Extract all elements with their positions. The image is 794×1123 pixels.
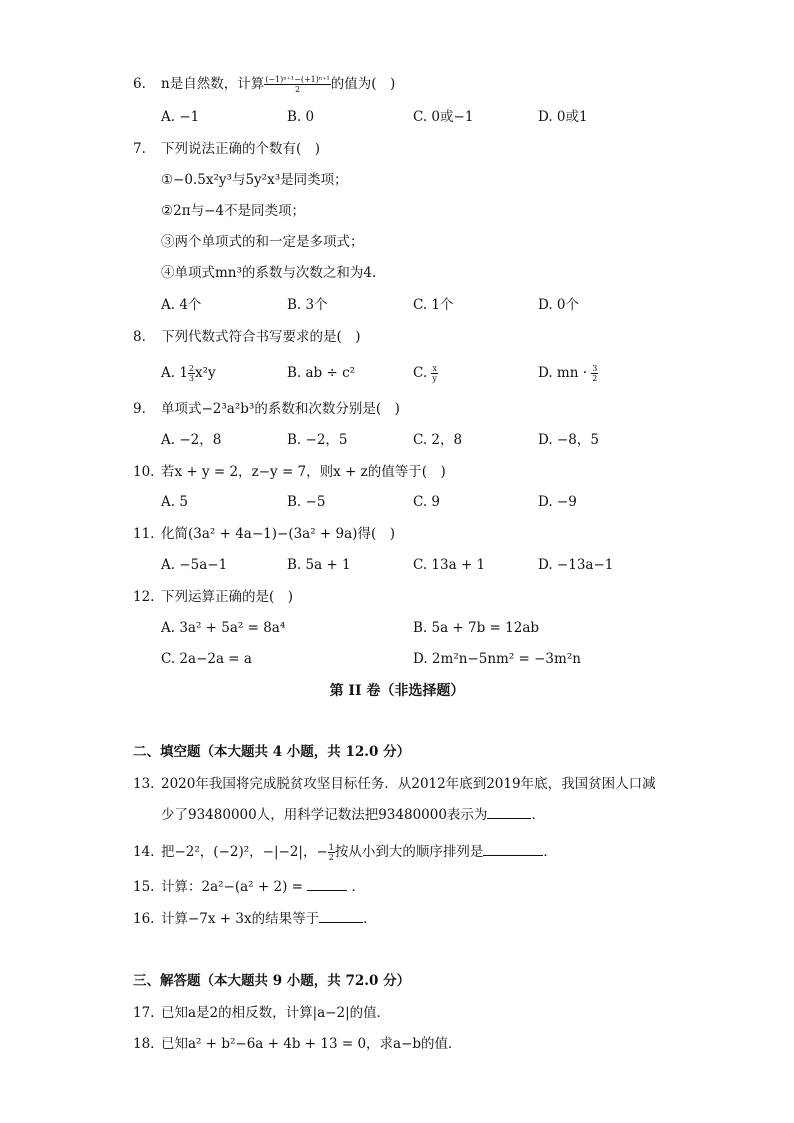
question-text: 化简(3a² + 4a−1)−(3a² + 9a)得( ) — [161, 526, 395, 542]
fraction-numerator: (−1)ⁿ⁺¹−(+1)ⁿ⁺¹ — [265, 75, 330, 84]
question-number: 8. — [133, 329, 146, 345]
option-a: A. 5 — [161, 494, 188, 510]
fraction — [188, 364, 195, 383]
question-text-pre: 少了93480000人，用科学记数法把93480000表示为 — [161, 807, 488, 823]
question-text-post: ． — [347, 879, 366, 895]
question-number: 7. — [133, 141, 146, 157]
section-heading — [0, 741, 794, 763]
question-text-pre: 计算−7x + 3x的结果等于 — [161, 911, 320, 927]
question-text: 下列运算正确的是( ) — [161, 589, 294, 605]
question-15 — [0, 876, 794, 898]
option-d: D. 0个 — [538, 297, 580, 313]
question-text — [161, 73, 395, 95]
question-text-post: 按从小到大的顺序排列是 — [334, 844, 484, 860]
part-title: 第 II 卷（非选择题） — [329, 683, 465, 699]
question-number: 18. — [133, 1036, 155, 1052]
question-12-options-row2 — [0, 648, 794, 670]
option-a — [161, 362, 216, 384]
question-14 — [0, 841, 794, 863]
answer-blank[interactable] — [483, 841, 543, 856]
question-text — [161, 804, 545, 826]
statement-item — [0, 200, 794, 222]
section-heading-text: 二、填空题（本大题共 4 小题，共 12.0 分） — [133, 744, 411, 760]
option-b: B. 0 — [287, 109, 315, 125]
section-heading-text: 三、解答题（本大题共 9 小题，共 72.0 分） — [133, 973, 411, 989]
fraction-numerator: x — [432, 364, 437, 373]
option-b: B. −5 — [287, 494, 326, 510]
question-7 — [0, 138, 794, 160]
fraction-numerator: 3 — [592, 364, 598, 373]
answer-blank[interactable] — [319, 908, 363, 923]
question-9-options — [0, 429, 794, 451]
option-a-prefix: A. 1 — [161, 365, 188, 381]
option-a: A. −5a−1 — [161, 557, 228, 573]
question-text: 2020年我国将完成脱贫攻坚目标任务．从2012年底到2019年底，我国贫困人口减 — [161, 776, 656, 792]
fraction — [591, 364, 598, 383]
question-11 — [0, 523, 794, 545]
question-text: 单项式−2³a²b³的系数和次数分别是( ) — [161, 401, 400, 417]
option-c: C. 13a + 1 — [413, 557, 486, 573]
option-a: A. −1 — [161, 109, 200, 125]
fraction — [264, 75, 331, 94]
question-number: 15. — [133, 879, 155, 895]
option-c: C. 0或−1 — [413, 109, 474, 125]
question-12-options-row1 — [0, 617, 794, 639]
option-a: A. 4个 — [161, 297, 202, 313]
question-11-options — [0, 554, 794, 576]
option-c: C. 9 — [413, 494, 441, 510]
option-c: C. 2a−2a = a — [161, 651, 252, 667]
option-d: D. 0或1 — [538, 109, 588, 125]
question-text — [161, 908, 377, 930]
question-17 — [0, 1002, 794, 1024]
fraction-denominator: y — [432, 374, 437, 383]
statement-text: ②2π与−4不是同类项； — [161, 203, 305, 219]
question-number: 16. — [133, 911, 155, 927]
question-16 — [0, 908, 794, 930]
statement-text: ③两个单项式的和一定是多项式； — [161, 234, 364, 250]
option-c: C. 2，8 — [413, 432, 463, 448]
question-text-post: ． — [531, 807, 545, 823]
question-number: 12. — [133, 589, 155, 605]
statement-item — [0, 169, 794, 191]
option-d: D. −8，5 — [538, 432, 599, 448]
option-c-prefix: C. — [413, 365, 432, 381]
option-a: A. 3a² + 5a² = 8a⁴ — [161, 620, 286, 636]
option-b: B. 5a + 7b = 12ab — [413, 620, 540, 636]
question-text: 下列代数式符合书写要求的是( ) — [161, 329, 361, 345]
question-number: 13. — [133, 776, 155, 792]
option-d: D. −9 — [538, 494, 577, 510]
question-text-pre: 计算：2a²−(a² + 2) = — [161, 879, 308, 895]
question-number: 11. — [133, 526, 155, 542]
question-number: 10. — [133, 464, 155, 480]
question-text — [161, 876, 365, 898]
question-10-options — [0, 491, 794, 513]
question-text-end: ． — [543, 844, 557, 860]
option-c — [413, 362, 438, 384]
option-d-prefix: D. mn · — [538, 365, 592, 381]
question-number: 9. — [133, 401, 146, 417]
question-text-pre: n是自然数，计算 — [161, 76, 265, 92]
fraction — [328, 843, 335, 862]
question-text: 已知a² + b²−6a + 4b + 13 = 0，求a−b的值． — [161, 1036, 462, 1052]
question-text: 若x + y = 2，z−y = 7，则x + z的值等于( ) — [161, 464, 446, 480]
question-13 — [0, 773, 794, 795]
option-b: B. ab ÷ c² — [287, 365, 356, 381]
statement-item — [0, 231, 794, 253]
statement-item — [0, 262, 794, 284]
fraction-denominator: 2 — [328, 853, 334, 862]
question-text-post: 的值为( ) — [330, 76, 396, 92]
answer-blank[interactable] — [307, 876, 347, 891]
question-number: 14. — [133, 844, 155, 860]
question-13-line2 — [0, 804, 794, 826]
option-c: C. 1个 — [413, 297, 454, 313]
question-text: 已知a是2的相反数，计算|a−2|的值． — [161, 1005, 391, 1021]
question-6-options — [0, 106, 794, 128]
question-text — [161, 841, 557, 863]
section-heading — [0, 970, 794, 992]
option-d: D. −13a−1 — [538, 557, 614, 573]
option-b: B. −2，5 — [287, 432, 348, 448]
fraction-numerator: 1 — [328, 843, 334, 852]
option-b: B. 3个 — [287, 297, 328, 313]
statement-text: ①−0.5x²y³与5y²x³是同类项； — [161, 172, 348, 188]
fraction-denominator: 2 — [592, 374, 598, 383]
option-d — [538, 362, 598, 384]
fraction-denominator: 2 — [294, 85, 301, 94]
question-text-pre: 把−2²，(−2)²，−|−2|，− — [161, 844, 328, 860]
question-9 — [0, 398, 794, 420]
question-8-options — [0, 362, 794, 384]
option-a-suffix: x²y — [195, 365, 216, 381]
fraction — [431, 364, 438, 383]
question-8 — [0, 326, 794, 348]
question-6 — [0, 73, 794, 95]
question-number: 17. — [133, 1005, 155, 1021]
question-7-options — [0, 294, 794, 316]
question-12 — [0, 586, 794, 608]
option-d: D. 2m²n−5nm² = −3m²n — [413, 651, 581, 667]
question-10 — [0, 461, 794, 483]
question-number: 6. — [133, 76, 146, 92]
question-text-post: ． — [363, 911, 377, 927]
question-18 — [0, 1033, 794, 1055]
option-a: A. −2，8 — [161, 432, 222, 448]
question-text: 下列说法正确的个数有( ) — [161, 141, 321, 157]
answer-blank[interactable] — [487, 804, 531, 819]
fraction-numerator: 2 — [188, 364, 195, 373]
statement-text: ④单项式mn³的系数与次数之和为4. — [161, 265, 377, 281]
fraction-denominator: 3 — [188, 374, 195, 383]
option-b: B. 5a + 1 — [287, 557, 351, 573]
